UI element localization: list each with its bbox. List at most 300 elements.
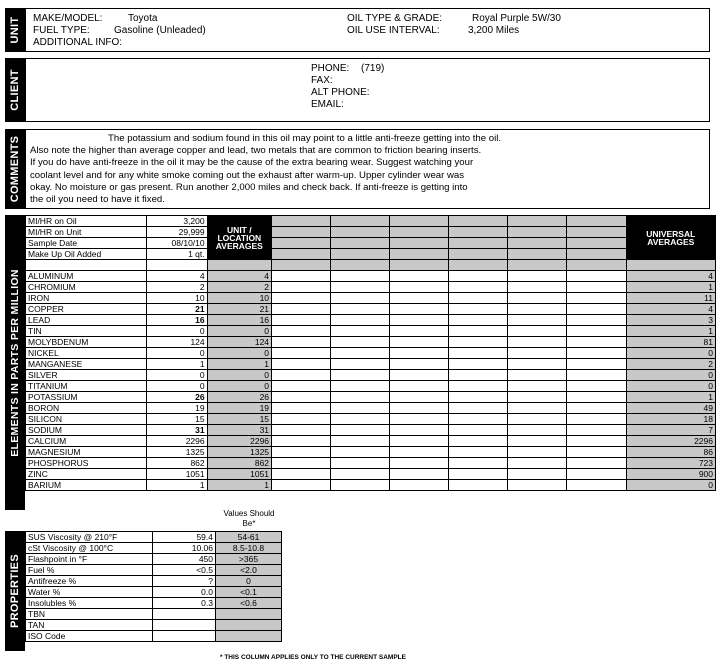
blank-cell xyxy=(567,446,626,457)
blank-cell xyxy=(567,369,626,380)
blank-cell xyxy=(390,358,449,369)
separator-row xyxy=(26,260,716,271)
blank-cell xyxy=(272,227,331,238)
blank-cell xyxy=(331,468,390,479)
blank-cell xyxy=(508,380,567,391)
blank-cell xyxy=(272,424,331,435)
property-name: Antifreeze % xyxy=(26,576,153,587)
sample-info-value: 08/10/10 xyxy=(147,238,207,249)
blank-cell xyxy=(508,238,567,249)
blank-cell xyxy=(567,249,626,260)
blank-cell xyxy=(282,609,612,620)
blank-cell xyxy=(449,303,508,314)
blank-cell xyxy=(449,402,508,413)
property-row xyxy=(26,532,612,543)
sample-info-label: Make Up Oil Added xyxy=(26,249,147,260)
blank-cell xyxy=(449,336,508,347)
blank-cell xyxy=(567,314,626,325)
blank-cell xyxy=(282,554,612,565)
blank-cell xyxy=(449,468,508,479)
element-unit-average: 0 xyxy=(207,369,271,380)
property-value: 0.3 xyxy=(153,598,216,609)
client-section-label: CLIENT xyxy=(9,69,21,111)
elements-sidebar xyxy=(5,215,25,510)
property-should-be: <2.0 xyxy=(216,565,282,576)
blank-cell xyxy=(147,260,207,271)
blank-cell xyxy=(272,270,331,281)
blank-cell xyxy=(508,413,567,424)
element-unit-average: 19 xyxy=(207,402,271,413)
property-value: 450 xyxy=(153,554,216,565)
element-name: MANGANESE xyxy=(26,358,147,369)
blank-cell xyxy=(508,325,567,336)
sample-info-label: MI/HR on Unit xyxy=(26,227,147,238)
blank-cell xyxy=(26,260,147,271)
blank-cell xyxy=(331,216,390,227)
blank-cell xyxy=(331,402,390,413)
property-name: Water % xyxy=(26,587,153,598)
sample-info-label: Sample Date xyxy=(26,238,147,249)
element-unit-average: 862 xyxy=(207,457,271,468)
blank-cell xyxy=(331,424,390,435)
blank-cell xyxy=(567,457,626,468)
blank-cell xyxy=(331,303,390,314)
blank-cell xyxy=(390,435,449,446)
blank-cell xyxy=(449,270,508,281)
blank-cell xyxy=(390,216,449,227)
element-universal-average: 49 xyxy=(626,402,716,413)
element-unit-average: 21 xyxy=(207,303,271,314)
phone-value: (719) xyxy=(361,63,385,74)
element-name: BARIUM xyxy=(26,479,147,490)
property-name: Flashpoint in °F xyxy=(26,554,153,565)
blank-cell xyxy=(567,336,626,347)
make-model-label: MAKE/MODEL: xyxy=(33,13,103,24)
element-name: POTASSIUM xyxy=(26,391,147,402)
blank-cell xyxy=(272,413,331,424)
property-row xyxy=(26,598,612,609)
element-name: MAGNESIUM xyxy=(26,446,147,457)
comment-line: coolant level and for any white smoke coming out the exhaust after warm-up. Upper cylinder wear was xyxy=(30,169,465,181)
property-name: cSt Viscosity @ 100°C xyxy=(26,543,153,554)
element-row xyxy=(26,281,716,292)
blank-cell xyxy=(449,369,508,380)
blank-cell xyxy=(282,587,612,598)
blank-cell xyxy=(272,260,331,271)
element-universal-average: 11 xyxy=(626,292,716,303)
blank-cell xyxy=(390,391,449,402)
blank-cell xyxy=(449,216,508,227)
blank-cell xyxy=(567,303,626,314)
blank-cell xyxy=(331,380,390,391)
elements-section-label: ELEMENTS IN PARTS PER MILLION xyxy=(9,268,21,457)
element-universal-average: 7 xyxy=(626,424,716,435)
blank-cell xyxy=(272,457,331,468)
element-value: 1 xyxy=(147,358,207,369)
property-value: 10.06 xyxy=(153,543,216,554)
element-universal-average: 0 xyxy=(626,347,716,358)
property-value: 0.0 xyxy=(153,587,216,598)
blank-cell xyxy=(567,424,626,435)
element-universal-average: 18 xyxy=(626,413,716,424)
blank-cell xyxy=(567,270,626,281)
blank-cell xyxy=(508,303,567,314)
element-row xyxy=(26,369,716,380)
property-should-be: >365 xyxy=(216,554,282,565)
sample-info-row xyxy=(26,249,716,260)
element-universal-average: 723 xyxy=(626,457,716,468)
element-value: 0 xyxy=(147,380,207,391)
blank-cell xyxy=(567,227,626,238)
element-unit-average: 124 xyxy=(207,336,271,347)
additional-info-label: ADDITIONAL INFO: xyxy=(33,37,123,48)
properties-section-label: PROPERTIES xyxy=(9,554,21,628)
blank-cell xyxy=(390,413,449,424)
blank-cell xyxy=(567,380,626,391)
element-name: LEAD xyxy=(26,314,147,325)
blank-cell xyxy=(272,336,331,347)
element-row xyxy=(26,391,716,402)
universal-averages-header: UNIVERSAL AVERAGES xyxy=(626,216,716,260)
property-name: TBN xyxy=(26,609,153,620)
element-row xyxy=(26,457,716,468)
blank-cell xyxy=(508,292,567,303)
blank-cell xyxy=(282,532,612,543)
element-name: MOLYBDENUM xyxy=(26,336,147,347)
sample-info-row xyxy=(26,227,716,238)
blank-cell xyxy=(272,238,331,249)
blank-cell xyxy=(331,413,390,424)
blank-cell xyxy=(331,281,390,292)
property-value xyxy=(153,631,216,642)
blank-cell xyxy=(272,358,331,369)
blank-cell xyxy=(282,598,612,609)
elements-table xyxy=(25,215,716,491)
property-row xyxy=(26,543,612,554)
phone-label: PHONE: xyxy=(311,63,350,74)
property-name: SUS Viscosity @ 210°F xyxy=(26,532,153,543)
blank-cell xyxy=(508,457,567,468)
blank-cell xyxy=(449,347,508,358)
element-name: CHROMIUM xyxy=(26,281,147,292)
comments-section-label: COMMENTS xyxy=(9,135,21,203)
blank-cell xyxy=(449,380,508,391)
blank-cell xyxy=(449,281,508,292)
blank-cell xyxy=(272,380,331,391)
blank-cell xyxy=(567,325,626,336)
element-universal-average: 0 xyxy=(626,369,716,380)
element-row xyxy=(26,336,716,347)
blank-cell xyxy=(390,292,449,303)
blank-cell xyxy=(272,391,331,402)
blank-cell xyxy=(390,424,449,435)
blank-cell xyxy=(282,620,612,631)
blank-cell xyxy=(272,303,331,314)
blank-cell xyxy=(390,325,449,336)
element-universal-average: 900 xyxy=(626,468,716,479)
blank-cell xyxy=(282,543,612,554)
fax-label: FAX: xyxy=(311,75,333,86)
blank-cell xyxy=(272,216,331,227)
blank-cell xyxy=(331,325,390,336)
element-name: PHOSPHORUS xyxy=(26,457,147,468)
blank-cell xyxy=(331,314,390,325)
element-value: 124 xyxy=(147,336,207,347)
blank-cell xyxy=(331,347,390,358)
blank-cell xyxy=(567,468,626,479)
element-value: 10 xyxy=(147,292,207,303)
oil-type-value: Royal Purple 5W/30 xyxy=(472,13,561,24)
blank-cell xyxy=(331,336,390,347)
blank-cell xyxy=(331,446,390,457)
element-name: IRON xyxy=(26,292,147,303)
element-universal-average: 86 xyxy=(626,446,716,457)
element-row xyxy=(26,292,716,303)
blank-cell xyxy=(508,468,567,479)
element-name: TITANIUM xyxy=(26,380,147,391)
blank-cell xyxy=(331,369,390,380)
blank-cell xyxy=(390,446,449,457)
blank-cell xyxy=(272,435,331,446)
blank-cell xyxy=(390,369,449,380)
blank-cell xyxy=(508,281,567,292)
blank-cell xyxy=(508,479,567,490)
element-unit-average: 1325 xyxy=(207,446,271,457)
blank-cell xyxy=(282,576,612,587)
blank-cell xyxy=(390,281,449,292)
property-should-be xyxy=(216,631,282,642)
blank-cell xyxy=(508,227,567,238)
element-name: SILVER xyxy=(26,369,147,380)
property-should-be xyxy=(216,620,282,631)
comment-line: okay. No moisture or gas present. Run another 2,000 miles and check back. If anti-freeze is getting into xyxy=(30,181,468,193)
element-row xyxy=(26,303,716,314)
element-unit-average: 4 xyxy=(207,270,271,281)
element-value: 0 xyxy=(147,347,207,358)
element-value: 0 xyxy=(147,369,207,380)
element-universal-average: 3 xyxy=(626,314,716,325)
comment-line: the oil you need to have it fixed. xyxy=(30,194,165,206)
element-unit-average: 31 xyxy=(207,424,271,435)
element-value: 1325 xyxy=(147,446,207,457)
property-value xyxy=(153,620,216,631)
blank-cell xyxy=(449,358,508,369)
element-unit-average: 1051 xyxy=(207,468,271,479)
property-row xyxy=(26,576,612,587)
blank-cell xyxy=(508,314,567,325)
blank-cell xyxy=(390,270,449,281)
sample-info-row xyxy=(26,216,716,227)
blank-cell xyxy=(449,314,508,325)
element-value: 862 xyxy=(147,457,207,468)
blank-cell xyxy=(508,336,567,347)
blank-cell xyxy=(390,479,449,490)
element-universal-average: 0 xyxy=(626,479,716,490)
element-value: 26 xyxy=(147,391,207,402)
property-row xyxy=(26,587,612,598)
blank-cell xyxy=(508,347,567,358)
property-row xyxy=(26,620,612,631)
property-value: <0.5 xyxy=(153,565,216,576)
element-row xyxy=(26,468,716,479)
blank-cell xyxy=(390,260,449,271)
comments-text xyxy=(30,133,608,206)
element-row xyxy=(26,479,716,490)
element-name: COPPER xyxy=(26,303,147,314)
blank-cell xyxy=(508,446,567,457)
element-unit-average: 0 xyxy=(207,347,271,358)
blank-cell xyxy=(567,435,626,446)
blank-cell xyxy=(508,260,567,271)
blank-cell xyxy=(449,479,508,490)
blank-cell xyxy=(449,249,508,260)
values-should-be-header: Values Should Be* xyxy=(223,509,275,528)
comment-line: Also note the higher than average copper and lead, two metals that are common to friction bearing inserts. xyxy=(30,145,482,157)
element-value: 31 xyxy=(147,424,207,435)
blank-cell xyxy=(508,402,567,413)
blank-cell xyxy=(508,391,567,402)
blank-cell xyxy=(272,314,331,325)
element-name: SODIUM xyxy=(26,424,147,435)
blank-cell xyxy=(331,479,390,490)
blank-cell xyxy=(508,270,567,281)
element-value: 4 xyxy=(147,270,207,281)
blank-cell xyxy=(449,435,508,446)
blank-cell xyxy=(449,260,508,271)
blank-cell xyxy=(390,457,449,468)
blank-cell xyxy=(508,249,567,260)
blank-cell xyxy=(449,391,508,402)
element-row xyxy=(26,325,716,336)
blank-cell xyxy=(207,260,271,271)
blank-cell xyxy=(449,413,508,424)
element-value: 1051 xyxy=(147,468,207,479)
blank-cell xyxy=(567,281,626,292)
property-should-be: 0 xyxy=(216,576,282,587)
blank-cell xyxy=(282,631,612,642)
footer-note: * THIS COLUMN APPLIES ONLY TO THE CURRENT SAMPLE xyxy=(220,654,406,661)
property-row xyxy=(26,554,612,565)
property-name: TAN xyxy=(26,620,153,631)
element-unit-average: 16 xyxy=(207,314,271,325)
blank-cell xyxy=(272,249,331,260)
element-unit-average: 1 xyxy=(207,479,271,490)
blank-cell xyxy=(567,260,626,271)
comments-sidebar xyxy=(5,129,25,209)
element-name: TIN xyxy=(26,325,147,336)
blank-cell xyxy=(272,446,331,457)
fuel-type-value: Gasoline (Unleaded) xyxy=(114,25,206,36)
blank-cell xyxy=(272,479,331,490)
blank-cell xyxy=(508,435,567,446)
unit-section-label: UNIT xyxy=(9,16,21,44)
blank-cell xyxy=(331,391,390,402)
fuel-type-label: FUEL TYPE: xyxy=(33,25,90,36)
element-value: 2 xyxy=(147,281,207,292)
blank-cell xyxy=(390,249,449,260)
blank-cell xyxy=(449,292,508,303)
blank-cell xyxy=(272,325,331,336)
blank-cell xyxy=(508,424,567,435)
blank-cell xyxy=(272,369,331,380)
element-name: SILICON xyxy=(26,413,147,424)
blank-cell xyxy=(567,216,626,227)
property-value xyxy=(153,609,216,620)
element-universal-average: 1 xyxy=(626,281,716,292)
element-name: NICKEL xyxy=(26,347,147,358)
blank-cell xyxy=(449,424,508,435)
blank-cell xyxy=(272,468,331,479)
oil-interval-value: 3,200 Miles xyxy=(468,25,520,36)
blank-cell xyxy=(331,358,390,369)
blank-cell xyxy=(331,249,390,260)
property-row xyxy=(26,565,612,576)
sample-info-value: 3,200 xyxy=(147,216,207,227)
property-should-be xyxy=(216,609,282,620)
element-name: ZINC xyxy=(26,468,147,479)
blank-cell xyxy=(390,380,449,391)
element-unit-average: 10 xyxy=(207,292,271,303)
blank-cell xyxy=(331,435,390,446)
comment-line: The potassium and sodium found in this oil may point to a little anti-freeze getting into the oil. xyxy=(108,133,502,144)
element-unit-average: 26 xyxy=(207,391,271,402)
blank-cell xyxy=(390,402,449,413)
element-universal-average: 81 xyxy=(626,336,716,347)
oil-interval-label: OIL USE INTERVAL: xyxy=(347,25,440,36)
element-unit-average: 0 xyxy=(207,325,271,336)
blank-cell xyxy=(626,260,716,271)
element-row xyxy=(26,413,716,424)
blank-cell xyxy=(390,468,449,479)
element-value: 1 xyxy=(147,479,207,490)
property-should-be: 8.5-10.8 xyxy=(216,543,282,554)
element-universal-average: 4 xyxy=(626,270,716,281)
properties-table xyxy=(25,531,612,642)
property-should-be: 54-61 xyxy=(216,532,282,543)
element-universal-average: 4 xyxy=(626,303,716,314)
blank-cell xyxy=(567,413,626,424)
element-row xyxy=(26,380,716,391)
property-name: Insolubles % xyxy=(26,598,153,609)
comment-line: If you do have anti-freeze in the oil it may be the cause of the extra bearing wear. Suggest watching your xyxy=(30,157,474,169)
element-row xyxy=(26,347,716,358)
blank-cell xyxy=(331,270,390,281)
element-universal-average: 2296 xyxy=(626,435,716,446)
blank-cell xyxy=(567,402,626,413)
blank-cell xyxy=(567,238,626,249)
property-should-be: <0.6 xyxy=(216,598,282,609)
element-row xyxy=(26,446,716,457)
blank-cell xyxy=(331,260,390,271)
element-unit-average: 1 xyxy=(207,358,271,369)
blank-cell xyxy=(272,281,331,292)
element-row xyxy=(26,270,716,281)
element-row xyxy=(26,314,716,325)
element-value: 0 xyxy=(147,325,207,336)
blank-cell xyxy=(449,446,508,457)
element-name: ALUMINUM xyxy=(26,270,147,281)
property-should-be: <0.1 xyxy=(216,587,282,598)
blank-cell xyxy=(272,402,331,413)
element-value: 16 xyxy=(147,314,207,325)
blank-cell xyxy=(567,479,626,490)
element-unit-average: 2 xyxy=(207,281,271,292)
blank-cell xyxy=(449,325,508,336)
property-value: ? xyxy=(153,576,216,587)
blank-cell xyxy=(390,303,449,314)
element-row xyxy=(26,402,716,413)
unit-sidebar xyxy=(5,8,25,52)
